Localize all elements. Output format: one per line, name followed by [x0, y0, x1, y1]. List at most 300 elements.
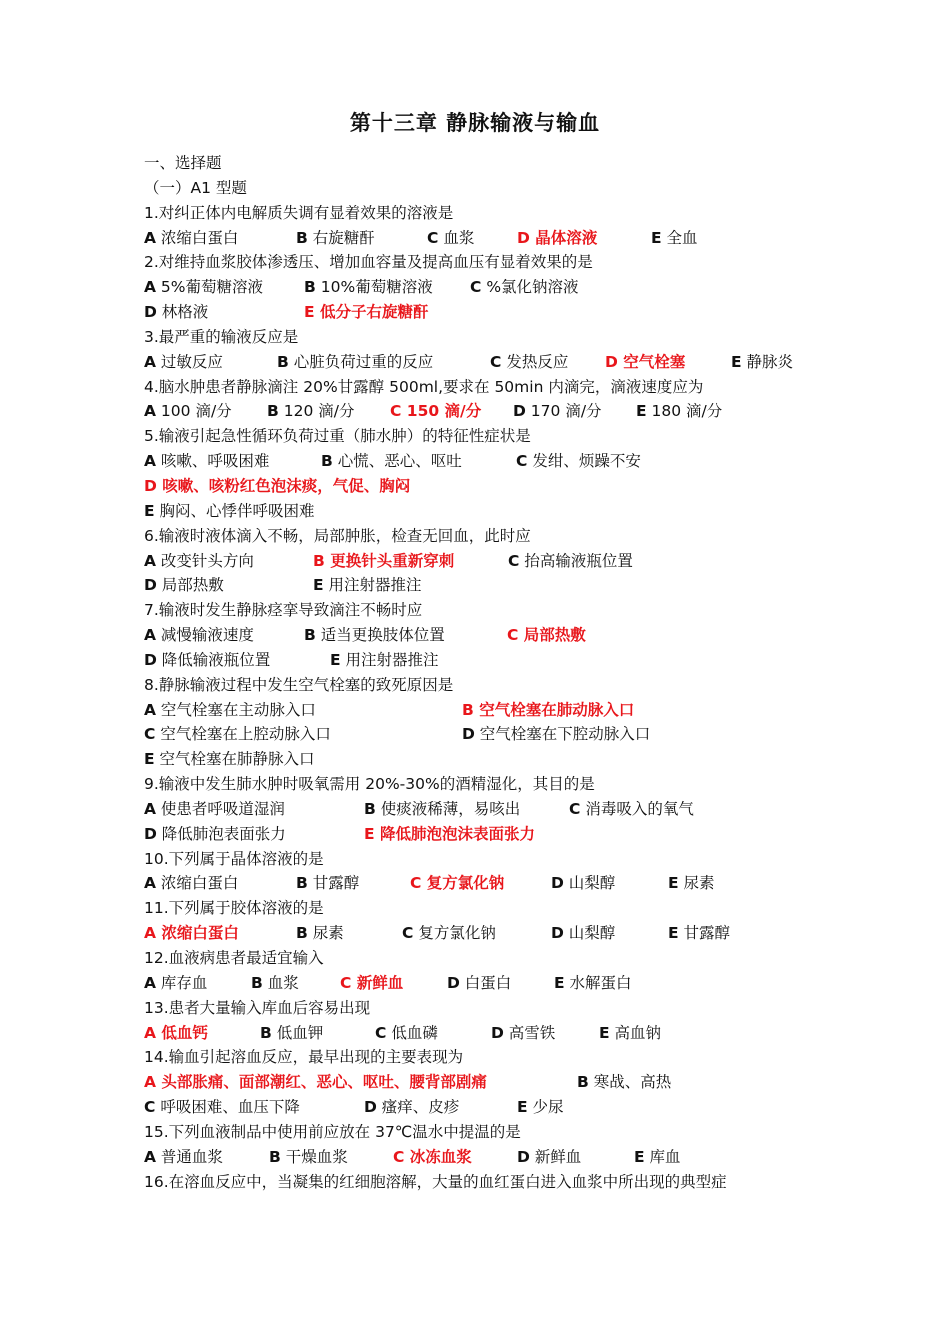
option-row	[144, 722, 834, 747]
option-letter: A	[144, 402, 156, 421]
option-text: 改变针头方向	[156, 551, 254, 570]
answer-option	[144, 300, 208, 325]
answer-option	[144, 1145, 223, 1170]
option-letter: E	[731, 352, 742, 371]
option-text: 浓缩白蛋白	[156, 228, 239, 247]
option-text: 瘙痒、皮疹	[376, 1098, 460, 1117]
question-stem	[144, 325, 834, 350]
answer-option	[517, 1095, 564, 1120]
option-row	[144, 275, 834, 300]
option-letter: A	[144, 973, 156, 992]
option-row	[144, 623, 834, 648]
answer-option	[260, 1021, 323, 1046]
option-text: 100 滴/分	[156, 402, 232, 421]
option-letter: C	[508, 551, 520, 570]
option-letter: E	[364, 824, 375, 843]
option-letter: B	[267, 402, 279, 421]
answer-option	[144, 573, 224, 598]
option-letter: D	[144, 303, 157, 322]
option-letter: A	[144, 924, 156, 943]
question-number: 5.	[144, 427, 159, 446]
option-row	[144, 1070, 834, 1095]
option-text: 新鲜血	[351, 973, 404, 992]
option-letter: A	[144, 1147, 156, 1166]
question-stem	[144, 896, 834, 921]
option-letter: C	[569, 799, 581, 818]
question-stem	[144, 673, 834, 698]
question-number: 11.	[144, 899, 169, 918]
correct-answer-option	[462, 698, 634, 723]
question-stem	[144, 598, 834, 623]
option-text: 使患者呼吸道湿润	[156, 799, 285, 818]
correct-answer-option	[393, 1145, 472, 1170]
question-stem	[144, 996, 834, 1021]
option-text: 库血	[644, 1147, 681, 1166]
correct-answer-option	[144, 474, 410, 499]
answer-option	[490, 350, 568, 375]
option-row	[144, 747, 834, 772]
option-text: 空气栓塞在肺静脉入口	[154, 750, 315, 769]
question-number: 10.	[144, 849, 169, 868]
option-row	[144, 971, 834, 996]
question-number: 6.	[144, 526, 159, 545]
answer-option	[517, 1145, 581, 1170]
question-text: 最严重的输液反应是	[158, 327, 299, 346]
option-text: 降低输液瓶位置	[156, 650, 271, 669]
question-number: 13.	[144, 998, 169, 1017]
option-letter: C	[470, 278, 482, 297]
option-text: 用注射器推注	[323, 576, 422, 595]
option-row	[144, 1021, 834, 1046]
option-letter: C	[427, 228, 439, 247]
question-text: 下列属于晶体溶液的是	[168, 849, 324, 868]
option-text: 减慢输液速度	[156, 626, 254, 645]
answer-option	[447, 971, 511, 996]
option-text: 冰冻血浆	[404, 1147, 472, 1166]
option-letter: C	[390, 402, 402, 421]
correct-answer-option	[605, 350, 685, 375]
option-row	[144, 499, 834, 524]
option-letter: D	[144, 824, 157, 843]
answer-option	[513, 399, 602, 424]
option-text: 局部热敷	[156, 576, 224, 595]
option-letter: C	[410, 874, 422, 893]
correct-answer-option	[313, 549, 454, 574]
option-letter: E	[144, 750, 155, 769]
answer-option	[668, 871, 715, 896]
option-text: 林格液	[156, 303, 209, 322]
option-letter: B	[462, 700, 474, 719]
option-text: 血浆	[262, 973, 299, 992]
option-text: 甘露醇	[678, 924, 731, 943]
option-letter: C	[144, 725, 156, 744]
option-letter: D	[364, 1098, 377, 1117]
answer-option	[330, 648, 439, 673]
document-body	[144, 151, 834, 1194]
option-row	[144, 449, 834, 474]
answer-option	[491, 1021, 555, 1046]
option-text: 头部胀痛、面部潮红、恶心、呕吐、腰背部剧痛	[156, 1073, 487, 1092]
option-letter: E	[517, 1098, 528, 1117]
answer-option	[296, 871, 359, 896]
option-letter: A	[144, 1073, 156, 1092]
option-letter: A	[144, 228, 156, 247]
option-letter: D	[144, 650, 157, 669]
answer-option	[569, 797, 694, 822]
option-text: 空气栓塞	[617, 352, 686, 371]
option-text: 浓缩白蛋白	[156, 874, 239, 893]
option-text: 少尿	[527, 1098, 564, 1117]
option-text: 新鲜血	[529, 1147, 582, 1166]
answer-option	[313, 573, 422, 598]
question-text: 对纠正体内电解质失调有显着效果的溶液是	[158, 203, 454, 222]
answer-option	[304, 275, 433, 300]
question-text: 下列属于胶体溶液的是	[168, 899, 324, 918]
answer-option	[144, 275, 263, 300]
question-number: 1.	[144, 203, 159, 222]
option-letter: B	[304, 278, 316, 297]
correct-answer-option	[144, 1021, 208, 1046]
question-stem	[144, 424, 834, 449]
question-number: 2.	[144, 253, 159, 272]
option-text: 山梨醇	[563, 874, 616, 893]
answer-option	[144, 797, 285, 822]
option-text: 复方氯化钠	[421, 874, 505, 893]
correct-answer-option	[304, 300, 429, 325]
option-letter: B	[364, 799, 376, 818]
question-text: 输液引起急性循环负荷过重（肺水肿）的特征性症状是	[158, 427, 531, 446]
option-letter: B	[304, 626, 316, 645]
question-stem	[144, 524, 834, 549]
option-letter: D	[144, 576, 157, 595]
question-text: 对维持血浆胶体渗透压、增加血容量及提高血压有显着效果的是	[158, 253, 593, 272]
question-text: 下列血液制品中使用前应放在 37℃温水中提温的是	[168, 1122, 521, 1141]
question-stem	[144, 772, 834, 797]
option-letter: B	[321, 452, 333, 471]
option-text: 150 滴/分	[401, 402, 482, 421]
option-text: 浓缩白蛋白	[156, 924, 239, 943]
option-text: 120 滴/分	[278, 402, 355, 421]
correct-answer-option	[507, 623, 586, 648]
option-letter: E	[144, 501, 155, 520]
option-text: 心脏负荷过重的反应	[288, 352, 434, 371]
question-number: 15.	[144, 1122, 169, 1141]
option-text: 右旋糖酐	[307, 228, 375, 247]
option-row	[144, 1145, 834, 1170]
option-text: 咳嗽、呼吸困难	[156, 452, 270, 471]
question-text: 输液时液体滴入不畅，局部肿胀，检查无回血，此时应	[158, 526, 531, 545]
option-text: 心慌、恶心、呕吐	[332, 452, 462, 471]
option-row	[144, 921, 834, 946]
question-number: 9.	[144, 775, 159, 794]
answer-option	[634, 1145, 681, 1170]
answer-option	[551, 871, 615, 896]
answer-option	[277, 350, 433, 375]
option-letter: B	[577, 1073, 589, 1092]
option-text: 低分子右旋糖酐	[314, 303, 429, 322]
option-row	[144, 871, 834, 896]
option-text: 消毒吸入的氧气	[580, 799, 694, 818]
option-text: 复方氯化钠	[413, 924, 496, 943]
option-text: 发绀、烦躁不安	[527, 452, 641, 471]
answer-option	[144, 822, 286, 847]
option-letter: D	[517, 1147, 530, 1166]
question-text: 脑水肿患者静脉滴注 20%甘露醇 500ml,要求在 50min 内滴完，滴液速度应为	[158, 377, 704, 396]
answer-option	[269, 1145, 348, 1170]
answer-option	[144, 350, 223, 375]
option-letter: E	[668, 874, 679, 893]
option-letter: A	[144, 626, 156, 645]
answer-option	[296, 226, 375, 251]
option-text: 发热反应	[501, 352, 569, 371]
answer-option	[144, 698, 316, 723]
option-text: 寒战、高热	[588, 1073, 672, 1092]
answer-option	[144, 971, 207, 996]
option-letter: C	[144, 1098, 156, 1117]
option-text: 库存血	[156, 973, 208, 992]
option-letter: D	[144, 476, 157, 495]
question-number: 16.	[144, 1172, 169, 1191]
answer-option	[321, 449, 462, 474]
option-row	[144, 822, 834, 847]
option-text: 低血磷	[386, 1023, 438, 1042]
answer-option	[144, 226, 238, 251]
option-letter: D	[513, 402, 526, 421]
answer-option	[144, 648, 270, 673]
option-text: 10%葡萄糖溶液	[315, 278, 433, 297]
answer-option	[144, 449, 269, 474]
option-letter: A	[144, 551, 156, 570]
correct-answer-option	[410, 871, 504, 896]
option-text: 静脉炎	[741, 352, 794, 371]
option-text: 普通血浆	[156, 1147, 223, 1166]
answer-option	[599, 1021, 661, 1046]
question-number: 7.	[144, 601, 159, 620]
option-letter: D	[491, 1023, 504, 1042]
question-stem	[144, 201, 834, 226]
option-letter: B	[296, 228, 308, 247]
option-text: 呼吸困难、血压下降	[155, 1098, 300, 1117]
question-stem	[144, 847, 834, 872]
option-letter: D	[517, 228, 530, 247]
answer-option	[508, 549, 633, 574]
option-text: 空气栓塞在主动脉入口	[156, 700, 316, 719]
question-stem	[144, 1170, 834, 1195]
option-text: %氯化钠溶液	[481, 278, 579, 297]
answer-option	[304, 623, 445, 648]
option-row	[144, 399, 834, 424]
question-text: 血液病患者最适宜输入	[168, 949, 324, 967]
option-text: 尿素	[678, 874, 715, 893]
option-letter: D	[462, 725, 475, 744]
option-letter: C	[516, 452, 528, 471]
question-stem	[144, 946, 834, 971]
option-letter: E	[636, 402, 647, 421]
option-letter: E	[304, 303, 315, 322]
answer-option	[144, 623, 254, 648]
correct-answer-option	[364, 822, 535, 847]
answer-option	[554, 971, 632, 996]
option-row	[144, 549, 834, 574]
subsection-heading: （一）A1 型题	[144, 178, 247, 197]
option-text: 胸闷、心悸伴呼吸困难	[154, 501, 315, 520]
answer-option	[251, 971, 299, 996]
question-list	[144, 201, 834, 1195]
question-number: 14.	[144, 1048, 169, 1067]
option-text: 空气栓塞在上腔动脉入口	[155, 725, 331, 744]
option-letter: A	[144, 799, 156, 818]
correct-answer-option	[144, 1070, 487, 1095]
answer-option	[144, 871, 238, 896]
option-row	[144, 797, 834, 822]
option-row	[144, 698, 834, 723]
answer-option	[427, 226, 474, 251]
answer-option	[144, 499, 315, 524]
option-text: 用注射器推注	[340, 650, 439, 669]
option-letter: C	[375, 1023, 387, 1042]
option-text: 高雪铁	[503, 1023, 556, 1042]
option-text: 低血钾	[271, 1023, 324, 1042]
option-text: 尿素	[307, 924, 344, 943]
option-text: 降低肺泡泡沫表面张力	[374, 824, 535, 843]
option-text: 高血钠	[609, 1023, 662, 1042]
option-letter: A	[144, 1023, 156, 1042]
option-letter: D	[447, 973, 460, 992]
option-letter: E	[599, 1023, 610, 1042]
option-text: 水解蛋白	[564, 973, 632, 992]
option-text: 局部热敷	[518, 626, 586, 645]
correct-answer-option	[340, 971, 403, 996]
option-text: 空气栓塞在下腔动脉入口	[474, 725, 651, 744]
option-text: 咳嗽、咳粉红色泡沫痰，气促、胸闷	[156, 476, 411, 495]
option-letter: E	[651, 228, 662, 247]
option-letter: D	[605, 352, 618, 371]
option-letter: C	[507, 626, 519, 645]
question-text: 输液时发生静脉痉挛导致滴注不畅时应	[158, 601, 423, 620]
option-row	[144, 300, 834, 325]
question-stem	[144, 375, 834, 400]
option-letter: E	[554, 973, 565, 992]
answer-option	[364, 1095, 459, 1120]
option-row	[144, 1095, 834, 1120]
option-letter: C	[490, 352, 502, 371]
option-text: 适当更换肢体位置	[315, 626, 445, 645]
option-letter: D	[551, 924, 564, 943]
question-text: 在溶血反应中，当凝集的红细胞溶解，大量的血红蛋白进入血浆中所出现的典型症	[168, 1172, 727, 1191]
option-letter: C	[340, 973, 352, 992]
option-text: 血浆	[438, 228, 475, 247]
answer-option	[731, 350, 793, 375]
option-letter: C	[402, 924, 414, 943]
option-row	[144, 648, 834, 673]
answer-option	[144, 399, 232, 424]
answer-option	[470, 275, 579, 300]
answer-option	[516, 449, 641, 474]
option-text: 甘露醇	[307, 874, 360, 893]
question-stem	[144, 1045, 834, 1070]
option-letter: B	[313, 551, 325, 570]
option-row	[144, 573, 834, 598]
option-row	[144, 226, 834, 251]
answer-option	[364, 797, 520, 822]
answer-option	[551, 921, 615, 946]
correct-answer-option	[390, 399, 481, 424]
option-letter: B	[296, 874, 308, 893]
answer-option	[144, 549, 254, 574]
option-letter: D	[551, 874, 564, 893]
answer-option	[577, 1070, 671, 1095]
option-letter: A	[144, 452, 156, 471]
option-text: 空气栓塞在肺动脉入口	[473, 700, 635, 719]
question-number: 4.	[144, 377, 159, 396]
option-letter: B	[269, 1147, 281, 1166]
question-text: 静脉输液过程中发生空气栓塞的致死原因是	[158, 675, 454, 694]
option-letter: C	[393, 1147, 405, 1166]
option-text: 干燥血浆	[280, 1147, 348, 1166]
option-text: 5%葡萄糖溶液	[156, 278, 264, 297]
option-letter: A	[144, 874, 156, 893]
question-number: 12.	[144, 949, 169, 967]
answer-option	[144, 1095, 300, 1120]
option-letter: A	[144, 278, 156, 297]
option-letter: A	[144, 700, 156, 719]
correct-answer-option	[517, 226, 597, 251]
option-letter: B	[277, 352, 289, 371]
option-letter: E	[668, 924, 679, 943]
option-text: 降低肺泡表面张力	[156, 824, 286, 843]
option-letter: B	[260, 1023, 272, 1042]
option-letter: A	[144, 352, 156, 371]
page-title: 第十三章 静脉输液与输血	[349, 111, 601, 135]
option-text: 低血钙	[156, 1023, 208, 1042]
answer-option	[296, 921, 344, 946]
answer-option	[402, 921, 496, 946]
option-text: 使痰液稀薄，易咳出	[375, 799, 521, 818]
answer-option	[267, 399, 355, 424]
correct-answer-option	[144, 921, 239, 946]
option-text: 抬高输液瓶位置	[519, 551, 633, 570]
answer-option	[144, 747, 315, 772]
question-stem	[144, 250, 834, 275]
option-letter: E	[330, 650, 341, 669]
option-letter: E	[634, 1147, 645, 1166]
answer-option	[668, 921, 730, 946]
question-text: 患者大量输入库血后容易出现	[168, 998, 371, 1017]
answer-option	[144, 722, 331, 747]
option-text: 170 滴/分	[525, 402, 602, 421]
section-heading: 一、选择题	[144, 154, 222, 172]
option-letter: B	[251, 973, 263, 992]
option-text: 更换针头重新穿刺	[324, 551, 455, 570]
option-letter: B	[296, 924, 308, 943]
answer-option	[462, 722, 650, 747]
option-row	[144, 350, 834, 375]
option-row	[144, 474, 834, 499]
question-stem	[144, 1120, 834, 1145]
option-text: 过敏反应	[156, 352, 223, 371]
answer-option	[375, 1021, 438, 1046]
question-number: 8.	[144, 675, 159, 694]
option-text: 180 滴/分	[646, 402, 723, 421]
option-text: 全血	[661, 228, 698, 247]
question-text: 输液中发生肺水肿时吸氧需用 20%-30%的酒精湿化，其目的是	[158, 775, 595, 794]
question-number: 3.	[144, 327, 159, 346]
answer-option	[651, 226, 698, 251]
option-letter: E	[313, 576, 324, 595]
answer-option	[636, 399, 722, 424]
option-text: 白蛋白	[459, 973, 512, 992]
option-text: 晶体溶液	[529, 228, 598, 247]
